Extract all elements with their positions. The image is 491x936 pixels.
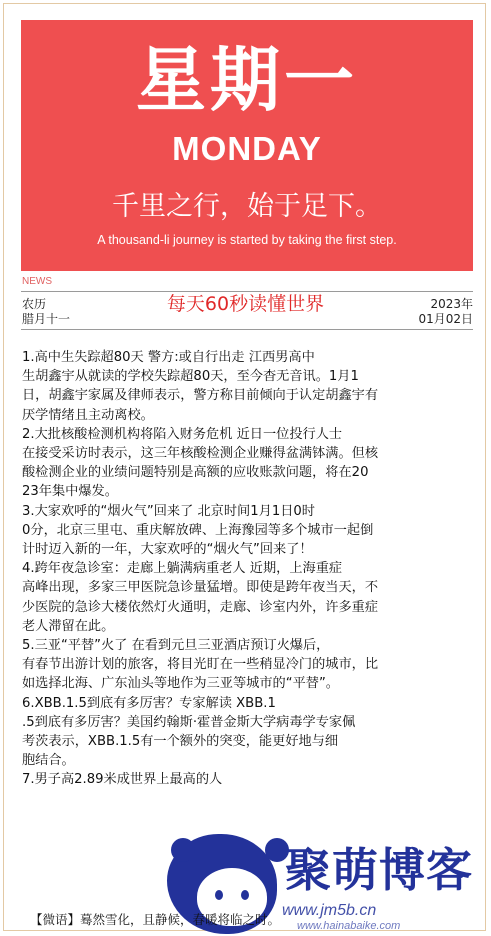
news-line: 有春节出游计划的旅客，将目光盯在一些稍显冷门的城市，比 (22, 657, 379, 673)
weekday-title-en: MONDAY (172, 130, 322, 167)
motto-en: A thousand-li journey is started by taking the first step. (97, 233, 397, 247)
news-list (22, 348, 474, 790)
news-line: 1.高中生失踪超80天 警方:或自行出走 江西男高中 (22, 350, 315, 365)
gregorian-date (418, 297, 473, 327)
news-line: 4.跨年夜急诊室：走廊上躺满病重老人 近期，上海重症 (22, 561, 343, 577)
news-line: 0分，北京三里屯、重庆解放碑、上海豫园等多个城市一起倒 (22, 522, 374, 538)
news-line: 胞结合。 (22, 753, 75, 769)
news-line: 厌学情绪且主动离校。 (22, 407, 154, 423)
mascot-ear-icon (171, 838, 195, 862)
news-line: 3.大家欢呼的“烟火气”回来了 北京时间1月1日0时 (22, 503, 315, 519)
watermark-url-secondary: www.hainabaike.com (297, 920, 401, 932)
news-line: 老人滞留在此。 (22, 618, 115, 634)
news-line: 计时迈入新的一年，大家欢呼的“烟火气”回来了！ (22, 542, 313, 558)
news-line: .5到底有多厉害？美国约翰斯·霍普金斯大学病毒学专家佩 (22, 714, 356, 730)
news-line: 6.XBB.1.5到底有多厉害？专家解读 XBB.1 (22, 695, 276, 711)
news-line: 23年集中爆发。 (22, 484, 118, 500)
header-divider-bottom (21, 329, 473, 330)
news-line: 日，胡鑫宇家属及律师表示，警方称目前倾向于认定胡鑫宇有 (22, 388, 379, 404)
news-line: 考茨表示，XBB.1.5有一个额外的突变，能更好地与细 (22, 734, 339, 750)
motto-cn: 千里之行，始于足下。 (112, 191, 382, 222)
mascot-eye-icon (215, 890, 223, 900)
mascot-eye-icon (241, 890, 249, 900)
watermark-url: www.jm5b.cn (282, 902, 377, 919)
news-line: 7.男子高2.89米成世界上最高的人 (22, 772, 223, 788)
news-line: 少医院的急诊大楼依然灯火通明，走廊、诊室内外，许多重症 (22, 599, 379, 615)
news-line: 酸检测企业的业绩问题特别是高额的应收账款问题，将在20 (22, 465, 369, 481)
news-line: 如选择北海、广东汕头等地作为三亚等城市的“平替”。 (22, 676, 339, 692)
news-line: 2.大批核酸检测机构将陷入财务危机 近日一位投行人士 (22, 426, 343, 442)
weekday-title-cn: 星期一 (136, 39, 358, 121)
lunar-value: 腊月十一 (22, 312, 71, 326)
weekday-banner (21, 20, 473, 271)
weiyu-quote: 【微语】蓦然雪化，且静候，春暖将临之时。 (30, 912, 281, 927)
date-year: 2023年 (430, 297, 473, 311)
watermark-title: 聚萌博客 (285, 843, 473, 897)
news-label: NEWS (22, 276, 52, 287)
news-line: 在接受采访时表示，这三年核酸检测企业赚得盆满钵满。但核 (22, 446, 379, 462)
news-line: 高峰出现，多家三甲医院急诊量猛增。即使是跨年夜当天，不 (22, 580, 379, 596)
date-day: 01月02日 (418, 312, 473, 326)
news-line: 5.三亚“平替”火了 在看到元旦三亚酒店预订火爆后， (22, 638, 330, 654)
page-headline: 每天60秒读懂世界 (166, 293, 325, 315)
lunar-label: 农历 (22, 297, 47, 311)
news-line: 生胡鑫宇从就读的学校失踪超80天，至今杳无音讯。1月1 (22, 369, 359, 385)
